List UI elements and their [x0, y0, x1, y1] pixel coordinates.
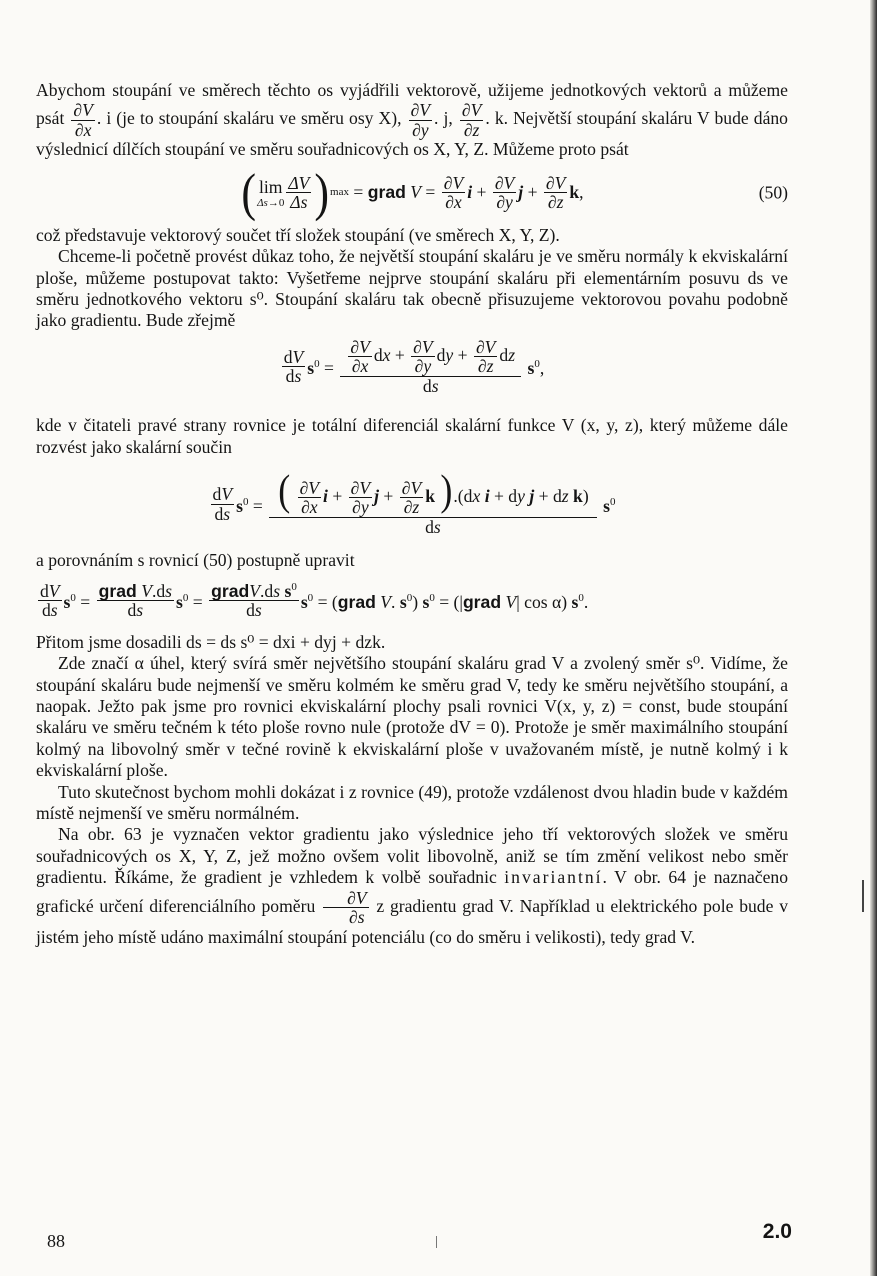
p9-b: . V obr. 64 je naznačeno grafické určení diferenciálního poměru	[36, 867, 788, 916]
paragraph-8: Tuto skutečnost bychom mohli dokázat i z rovnice (49), protože vzdálenost dvou hladin bude v každém místě nejmenší ve směru normálném.	[36, 781, 788, 823]
margin-mark	[862, 880, 864, 912]
paragraph-4: kde v čitateli pravé strany rovnice je totální diferenciál skalární funkce V (x, y, z), který můžeme dále rozvést jako skalární součin	[36, 415, 788, 457]
section-marker: 2.0	[762, 1220, 792, 1243]
p9-a: Na obr. 63 je vyznačen vektor gradientu jako výslednice jeho tří vektorových složek ve směru souřadnicových os X, Y, Z, jež možno ovšem volit libovolně, aniž se tím změní velikost nebo směr gradientu. Říkáme, že gradient je vzhledem k volbě souřadnic	[36, 824, 788, 888]
frac-dV-ds: $\frac{\partial V}{\partial s}$	[323, 889, 368, 927]
equation-number-50: (50)	[758, 182, 788, 203]
p1-text: Abychom stoupání ve směrech těchto os vyjádřili vektorově, užijeme jednotkových vektorů a můžeme psát	[36, 80, 788, 129]
page-body	[36, 80, 788, 948]
equation-50: ( lim Δs→0 ΔV Δs ) max = grad V = $\frac{\partial V}{\partial x}$ i + ∂V ∂y j + ∂V ∂z k , (50)	[241, 162, 788, 222]
frac-dV-dx: $\frac{\partial V}{\partial x}$	[73, 100, 93, 140]
equation-dV-ds-2: dV ds $s^0$ = ( $\frac{\partial V}{\partial x}$ i + $\frac{\partial V}{\partial y}$ j + $\frac{\partial V}{\partial z}$ k ).(dx i + dy j + dz k) ds $s^0$	[212, 466, 616, 537]
paragraph-6: Přitom jsme dosadili ds = ds s⁰ = dxi + dyj + dzk.	[36, 631, 386, 652]
paragraph-5: a porovnáním s rovnicí (50) postupně upravit	[36, 550, 355, 571]
equation-dV-ds-1: dV ds $s^0$ = $\frac{\partial V}{\partial x}$ dx + $\frac{\partial V}{\partial y}$ dy + $\frac{\partial V}{\partial z}$ dz ds $s^0$,	[283, 336, 545, 396]
p9-spaced-word: invariantní	[504, 867, 603, 888]
page-edge-shadow	[870, 0, 877, 1276]
page-number: 88	[47, 1231, 65, 1251]
paragraph-3: Chceme-li početně provést důkaz toho, že největší stoupání skaláru je ve směru normály k ekviskalární ploše, můžeme postupovat takto: Vyšetřeme nejprve stoupání skaláru při elementárním posuvu ds ve směru jednotkového vektoru s⁰. Stoupání skaláru tak obecně přisuzujeme vektorovou povahu podobně jako gradientu. Bude zřejmě	[36, 246, 788, 331]
frac-dV-dz: $\frac{\partial V}{\partial z}$	[461, 100, 482, 140]
paragraph-1	[36, 80, 788, 161]
p1-c: . k. Největší stoupání skaláru V bude dáno výslednicí dílčích stoupání ve směru souřadnicových os X, Y, Z. Můžeme proto psát	[36, 108, 788, 160]
center-tick	[436, 1236, 437, 1248]
p1-b: . j,	[434, 108, 453, 129]
frac-dV-dy: $\frac{\partial V}{\partial y}$	[410, 100, 431, 140]
paragraph-2: což představuje vektorový součet tří složek stoupání (ve směrech X, Y, Z).	[36, 224, 560, 245]
p1-a: . i (je to stoupání skaláru ve směru osy X),	[96, 108, 402, 129]
paragraph-9	[36, 824, 788, 948]
paragraph-7: Zde značí α úhel, který svírá směr největšího stoupání skaláru grad V a zvolený směr s⁰. Vidíme, že stoupání skaláru bude nejmenší ve směru kolmém ke směru grad V, tedy ke směru největšího stoupání, a naopak. Ježto pak jsme pro rovnici ekviskalární plochy psali rovnici V(x, y, z) = const, bude stoupání skaláru ve směru tečném k této ploše rovno nule (protože dV = 0). Protože je směr maximálního stoupání kolmý na libovolný směr v tečné rovině k ekviskalární ploše v uvažovaném místě, je nutně kolmý i k ekviskalární ploše.	[36, 653, 788, 781]
p9-c: z gradientu grad V. Například u elektrického pole bude v jistém jeho místě udáno maximální stoupání potenciálu (co do směru i velikosti), tedy grad V.	[36, 895, 788, 947]
equation-dV-ds-3: dV ds $s^0$ = grad V.ds ds $s^0$ = gradV.ds $s^0$ ds $s^0$ = (grad V. $s^0$) $s^0$ = (|grad V| cos α) $s^0$.	[40, 580, 589, 621]
